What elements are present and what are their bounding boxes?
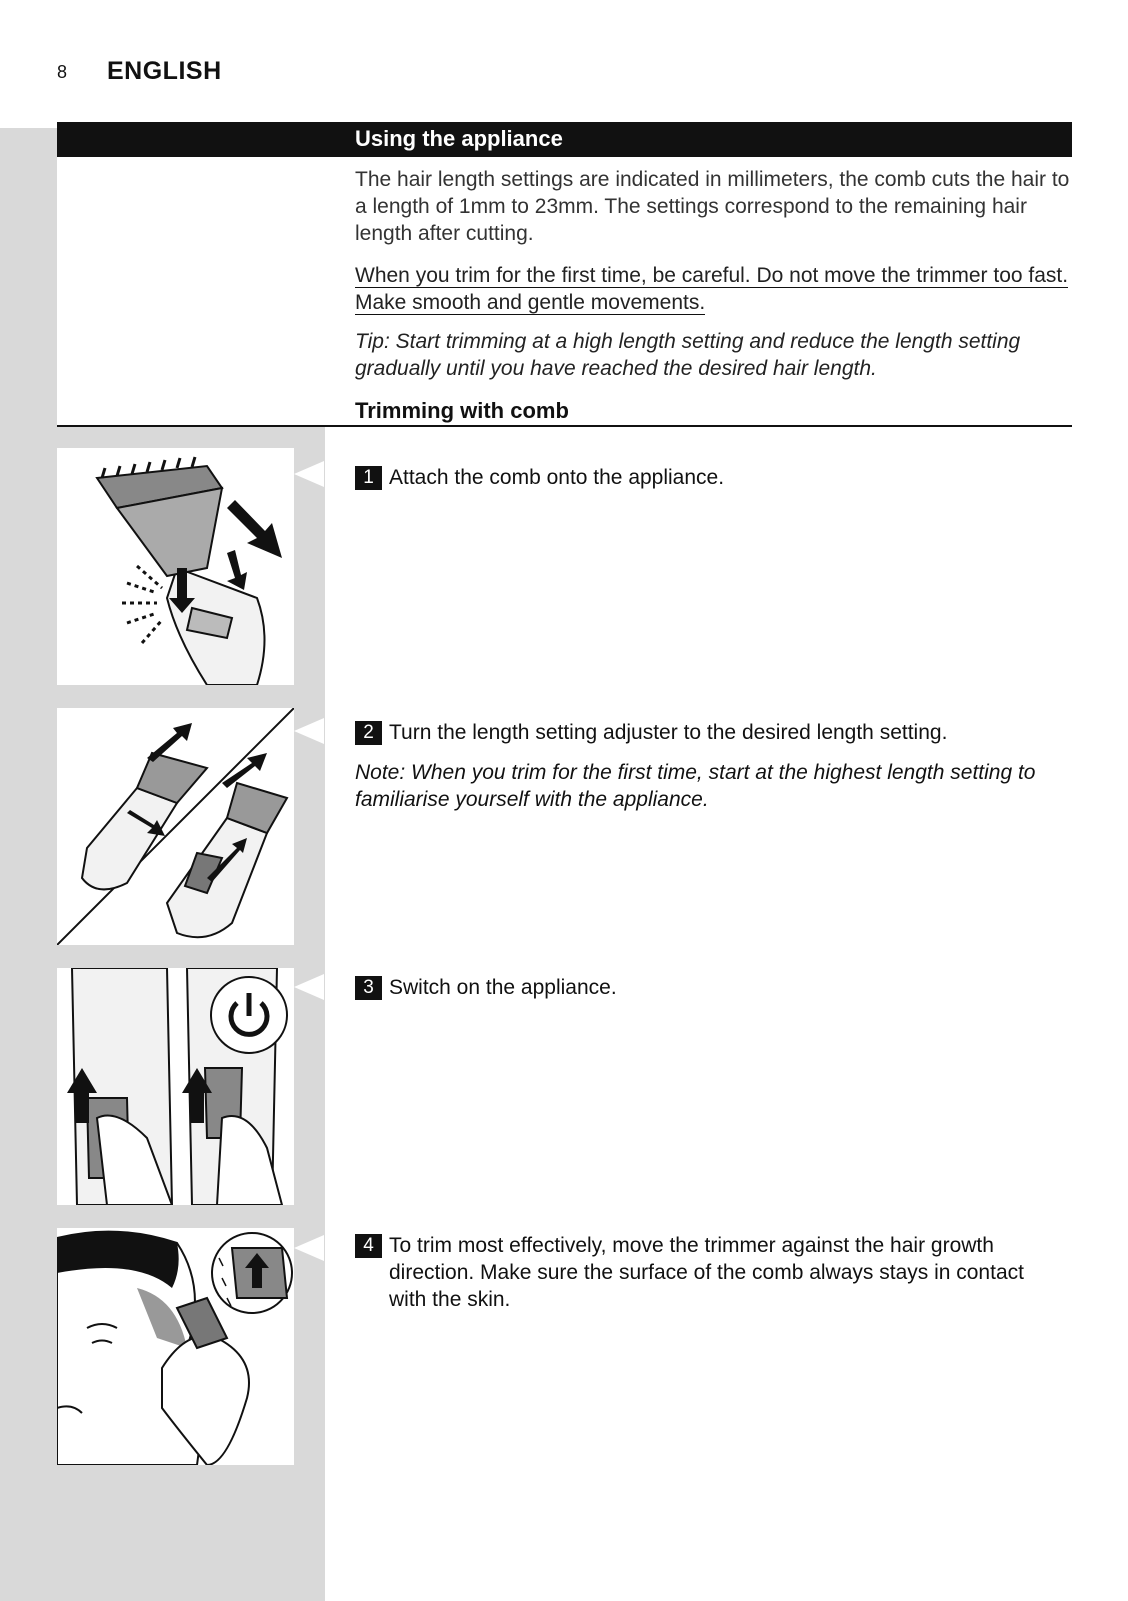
step-text: Switch on the appliance. <box>389 976 617 999</box>
illustration-pointer <box>294 974 324 1000</box>
step-number: 3 <box>355 976 382 1000</box>
step-number: 4 <box>355 1234 382 1258</box>
illustration-pointer <box>294 1235 324 1261</box>
intro-paragraph: The hair length settings are indicated in millimeters, the comb cuts the hair to a length of 1mm to 23mm. The settings correspond to the remaining hair length after cutting. <box>355 168 1070 245</box>
step-3 <box>355 974 1070 1001</box>
warning-paragraph <box>355 262 1070 316</box>
attach-comb-illustration <box>57 448 294 685</box>
margin-white-area <box>57 155 325 425</box>
length-adjust-illustration <box>57 708 294 945</box>
step-1 <box>355 464 1070 491</box>
page-number: 8 <box>57 62 68 82</box>
illustration-pointer <box>294 461 324 487</box>
step-text: To trim most effectively, move the trimmer against the hair growth direction. Make sure the surface of the comb always stays in contact with the skin. <box>389 1234 1024 1311</box>
tip-paragraph: Tip: Start trimming at a high length setting and reduce the length setting gradually until you have reached the desired hair length. <box>355 330 1021 380</box>
warning-text: When you trim for the first time, be careful. Do not move the trimmer too fast. Make smooth and gentle movements. <box>355 264 1069 314</box>
step-text: Turn the length setting adjuster to the desired length setting. <box>389 721 948 744</box>
language-heading: ENGLISH <box>107 57 222 85</box>
subsection-title: Trimming with comb <box>355 398 569 423</box>
step-text: Attach the comb onto the appliance. <box>389 466 725 489</box>
step-number: 1 <box>355 466 382 490</box>
subsection-rule <box>57 425 1072 427</box>
section-title: Using the appliance <box>355 126 563 151</box>
trimming-head-illustration <box>57 1228 294 1465</box>
switch-on-illustration <box>57 968 294 1205</box>
step-number: 2 <box>355 721 382 745</box>
section-title-bar <box>57 122 1072 157</box>
step-2-note: Note: When you trim for the first time, start at the highest length setting to familiarise yourself with the appliance. <box>355 761 1036 811</box>
illustration-pointer <box>294 718 324 744</box>
step-2 <box>355 719 1070 746</box>
step-4 <box>355 1232 1070 1313</box>
